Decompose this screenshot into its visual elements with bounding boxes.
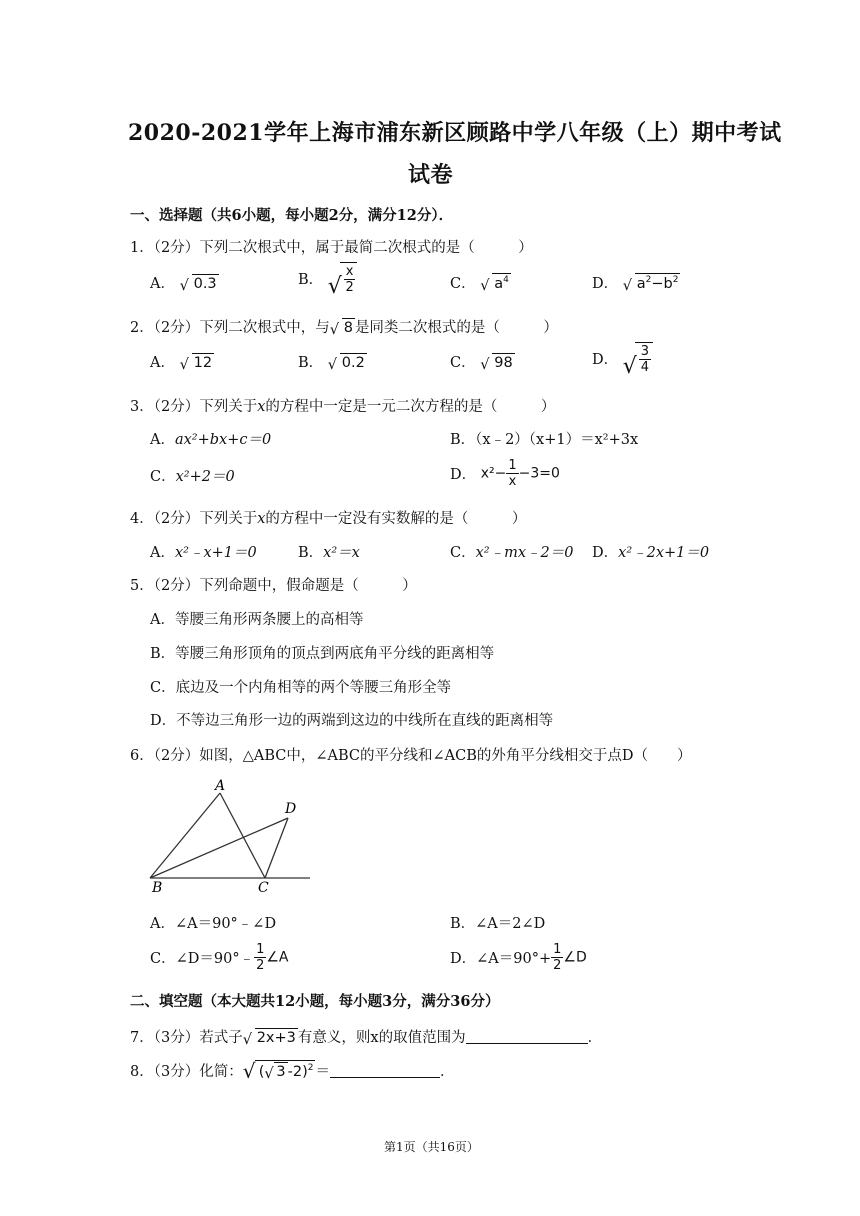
question-1-option-d[interactable] bbox=[592, 272, 680, 293]
question-3-option-a[interactable] bbox=[150, 428, 271, 449]
question-6-stem: 6．（2分）如图，△ABC中，∠ABC的平分线和∠ACB的外角平分线相交于点D（ ） bbox=[130, 748, 692, 764]
sqrt-expression: √ 12 bbox=[179, 355, 213, 373]
option-letter: A． bbox=[150, 916, 175, 932]
sqrt-expression: √ 0.3 bbox=[179, 276, 217, 294]
option-letter: D． bbox=[450, 951, 477, 967]
answer-blank[interactable] bbox=[466, 1029, 588, 1044]
section-heading-fill: 二、填空题（本大题共12小题，每小题3分，满分36分） bbox=[130, 993, 500, 1010]
question-5-option-d[interactable]: D．不等边三角形一边的两端到这边的中线所在直线的距离相等 bbox=[150, 713, 554, 729]
sqrt-expression: √ $\frac{3}{4}$ bbox=[623, 342, 653, 375]
fraction: $\frac{1}{2}$ bbox=[256, 942, 265, 973]
option-letter: A． bbox=[150, 545, 175, 561]
label-b: B bbox=[152, 880, 163, 895]
question-7-stem: 7．（3分）若式子 √ 2x+3 有意义，则x的取值范围为 ． bbox=[130, 1030, 603, 1048]
section-heading-choice: 一、选择题（共6小题，每小题2分，满分12分）． bbox=[130, 207, 454, 224]
sqrt-expression: √ ( √ 3 -2)$^2$ bbox=[242, 1059, 314, 1083]
side-ac bbox=[220, 793, 265, 878]
question-3-option-d[interactable]: D． x²− $\frac{1}{x}$ −3=0 bbox=[450, 458, 560, 489]
question-5-option-c[interactable]: C．底边及一个内角相等的两个等腰三角形全等 bbox=[150, 680, 452, 696]
bisector-bd bbox=[150, 818, 288, 878]
option-letter: D． bbox=[592, 276, 619, 292]
question-8-stem: 8．（3分）化简： √ ( √ 3 -2)$^2$ ＝ ． bbox=[130, 1059, 455, 1083]
question-4-option-c[interactable] bbox=[450, 541, 573, 562]
option-letter: C． bbox=[450, 276, 476, 292]
label-d: D bbox=[285, 801, 297, 817]
fraction: $\frac{1}{x}$ bbox=[508, 458, 517, 489]
question-2-option-b[interactable] bbox=[298, 351, 367, 372]
question-6-option-a[interactable] bbox=[150, 912, 276, 933]
option-text: x²﹣mx﹣2＝0 bbox=[475, 545, 574, 561]
option-text: ∠A＝2∠D bbox=[475, 916, 546, 932]
question-2-option-c[interactable] bbox=[450, 351, 515, 372]
fraction: $\frac{1}{2}$ bbox=[553, 942, 562, 973]
option-text: x²﹣x+1＝0 bbox=[174, 545, 257, 561]
label-a: A bbox=[215, 778, 226, 794]
question-4-option-a[interactable] bbox=[150, 541, 257, 562]
option-text: x²＝x bbox=[323, 545, 360, 561]
option-letter: B． bbox=[450, 432, 476, 448]
option-letter: C． bbox=[450, 545, 476, 561]
side-ab bbox=[150, 793, 220, 878]
answer-blank[interactable] bbox=[330, 1063, 440, 1078]
sqrt-expression: √ $a^2-b^2$ bbox=[622, 275, 679, 294]
question-5-stem: 5．（2分）下列命题中，假命题是（ ） bbox=[130, 578, 417, 594]
question-2-option-d[interactable] bbox=[592, 342, 653, 379]
sqrt-expression: √ 8 bbox=[329, 320, 353, 338]
option-text: （x﹣2）（x+1）＝x²+3x bbox=[475, 432, 639, 448]
option-text: x²− bbox=[480, 465, 507, 482]
option-letter: C． bbox=[450, 355, 476, 371]
option-letter: A． bbox=[150, 355, 175, 371]
question-4-option-d[interactable] bbox=[592, 541, 709, 562]
option-text: ∠A＝90°﹣∠D bbox=[174, 916, 277, 932]
question-3-option-b[interactable] bbox=[450, 428, 638, 449]
page-title: 2020-2021学年上海市浦东新区顾路中学八年级（上）期中考试 bbox=[128, 120, 782, 146]
question-6-option-b[interactable] bbox=[450, 912, 545, 933]
page-footer: 第1页（共16页） bbox=[384, 1140, 479, 1154]
sqrt-expression: √ $a^4$ bbox=[480, 275, 509, 294]
option-letter: A． bbox=[150, 432, 175, 448]
question-3-option-c[interactable] bbox=[150, 465, 235, 486]
option-text: x²+2＝0 bbox=[175, 469, 235, 485]
question-1-stem: 1．（2分）下列二次根式中，属于最简二次根式的是（ ） bbox=[130, 240, 533, 256]
sqrt-expression: √ 98 bbox=[480, 355, 513, 373]
question-5-option-a[interactable]: A．等腰三角形两条腰上的高相等 bbox=[150, 612, 364, 628]
option-letter: D． bbox=[450, 467, 477, 483]
option-letter: C． bbox=[150, 469, 176, 485]
sqrt-expression: √ 2x+3 bbox=[242, 1030, 296, 1048]
label-c: C bbox=[258, 880, 269, 895]
question-4-stem: 4．（2分）下列关于x的方程中一定没有实数解的是（ ） bbox=[130, 511, 527, 527]
option-text: ax²+bx+c＝0 bbox=[174, 432, 272, 448]
page-title-line2: 试卷 bbox=[408, 162, 454, 188]
sqrt-expression: √ $\frac{x}{2}$ bbox=[328, 262, 358, 295]
option-letter: B． bbox=[298, 272, 324, 288]
option-text: x²﹣2x+1＝0 bbox=[618, 545, 710, 561]
question-5-option-b[interactable]: B．等腰三角形顶角的顶点到两底角平分线的距离相等 bbox=[150, 646, 495, 662]
option-letter: D． bbox=[592, 545, 619, 561]
question-2-stem: 2．（2分）下列二次根式中，与 √ 8 是同类二次根式的是（ ） bbox=[130, 320, 558, 338]
option-letter: A． bbox=[150, 276, 175, 292]
option-letter: B． bbox=[450, 916, 476, 932]
question-3-stem: 3．（2分）下列关于x的方程中一定是一元二次方程的是（ ） bbox=[130, 399, 556, 415]
question-4-option-b[interactable] bbox=[298, 541, 360, 562]
question-6-option-d[interactable]: D．∠A＝90°+ $\frac{1}{2}$ ∠D bbox=[450, 942, 587, 973]
triangle-figure bbox=[140, 775, 320, 895]
question-2-option-a[interactable] bbox=[150, 351, 214, 372]
question-1-option-a[interactable] bbox=[150, 272, 219, 293]
option-letter: D． bbox=[592, 352, 619, 368]
option-letter: B． bbox=[298, 545, 324, 561]
question-1-option-c[interactable] bbox=[450, 272, 511, 293]
question-1-option-b[interactable] bbox=[298, 262, 357, 299]
sqrt-expression: √ 0.2 bbox=[327, 355, 365, 373]
option-letter: B． bbox=[298, 355, 324, 371]
option-letter: C． bbox=[150, 951, 176, 967]
question-6-option-c[interactable]: C．∠D＝90°﹣ $\frac{1}{2}$ ∠A bbox=[150, 942, 289, 973]
